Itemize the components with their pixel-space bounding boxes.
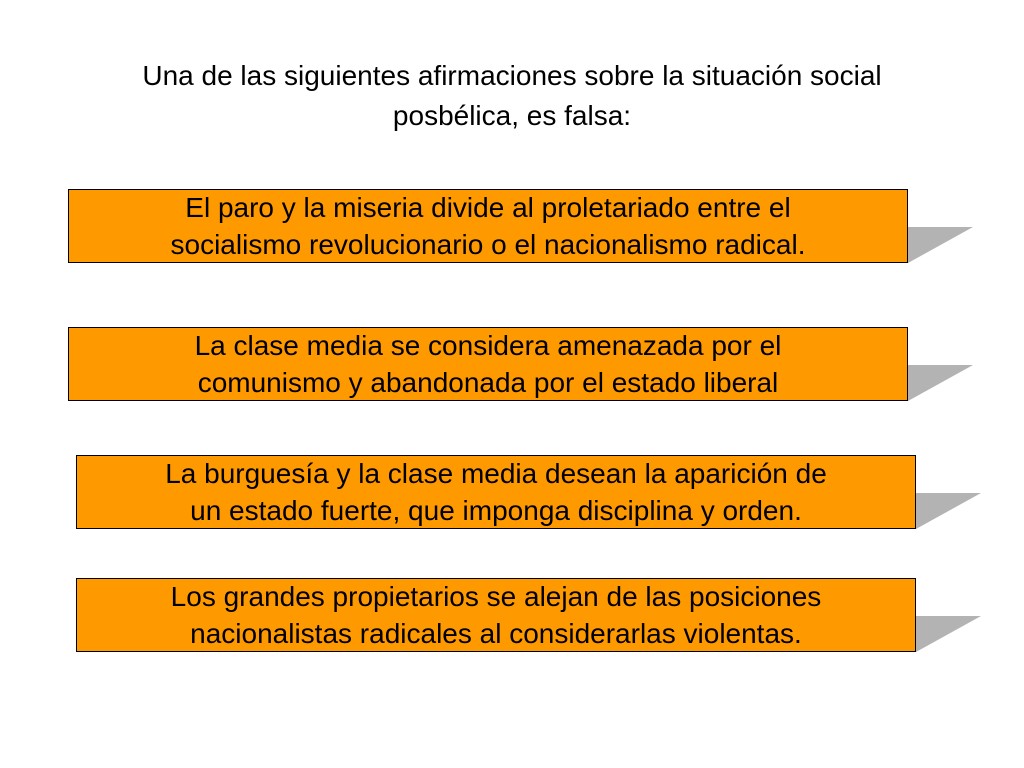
answer-option-text: La burguesía y la clase media desean la aparición de un estado fuerte, que imponga disciplina y orden. [76, 455, 916, 529]
answer-option-4[interactable] [76, 578, 981, 652]
question-title: Una de las siguientes afirmaciones sobre la situación social posbélica, es falsa: [142, 60, 882, 131]
answer-option-1[interactable] [68, 189, 973, 263]
answer-option-3[interactable] [76, 455, 981, 529]
answer-option-text: El paro y la miseria divide al proletariado entre el socialismo revolucionario o el nacionalismo radical. [68, 189, 908, 263]
answer-option-text: La clase media se considera amenazada por el comunismo y abandonada por el estado liberal [68, 327, 908, 401]
answer-option-2[interactable] [68, 327, 973, 401]
answer-option-text: Los grandes propietarios se alejan de las posiciones nacionalistas radicales al considerarlas violentas. [76, 578, 916, 652]
